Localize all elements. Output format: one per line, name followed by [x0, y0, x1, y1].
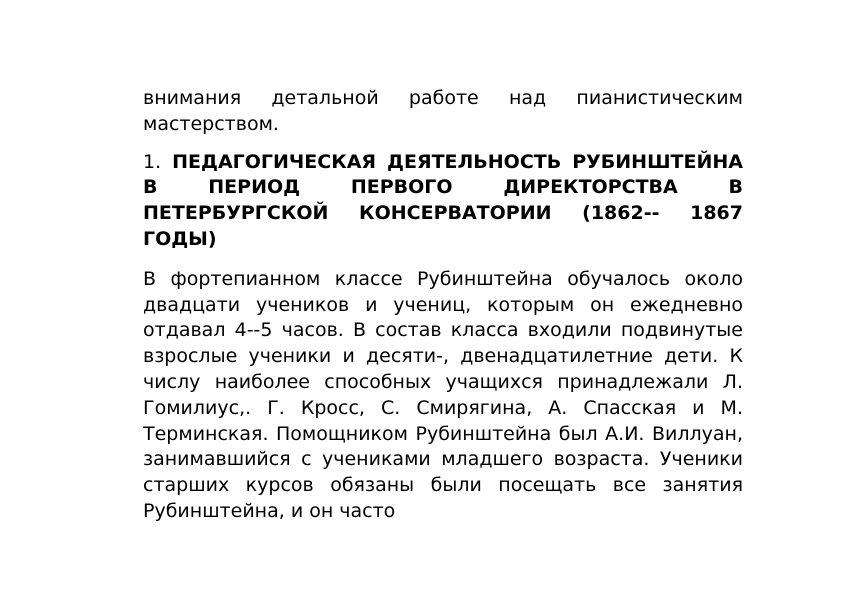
section-heading: [143, 150, 743, 253]
text-column: [143, 86, 743, 525]
section-number: 1.: [143, 150, 162, 173]
intro-paragraph: внимания детальной работе над пианистическим мастерством.: [143, 87, 743, 135]
body-paragraph: В фортепианном классе Рубинштейна обучалось около двадцати учеников и учениц, которым он ежедневно отдавал 4--5 часов. В состав класса входили подвинутые взрослые ученики и десяти-, двенадцатилетние дети. К числу наиболее способных учащихся принадлежали Л. Гомилиус,. Г. Кросс, С. Смирягина, А. Спасская и М. Терминская. Помощником Рубинштейна был А.И. Виллуан, занимавшийся с учениками младшего возраста. Ученики старших курсов обязаны были посещать все занятия Рубинштейна, и он часто: [143, 267, 743, 522]
section-title: ПЕДАГОГИЧЕСКАЯ ДЕЯТЕЛЬНОСТЬ РУБИНШТЕЙНА В ПЕРИОД ПЕРВОГО ДИРЕКТОРСТВА В ПЕТЕРБУРГСКОЙ КОНСЕРВАТОРИИ (1862-- 1867 ГОДЫ): [143, 150, 743, 250]
